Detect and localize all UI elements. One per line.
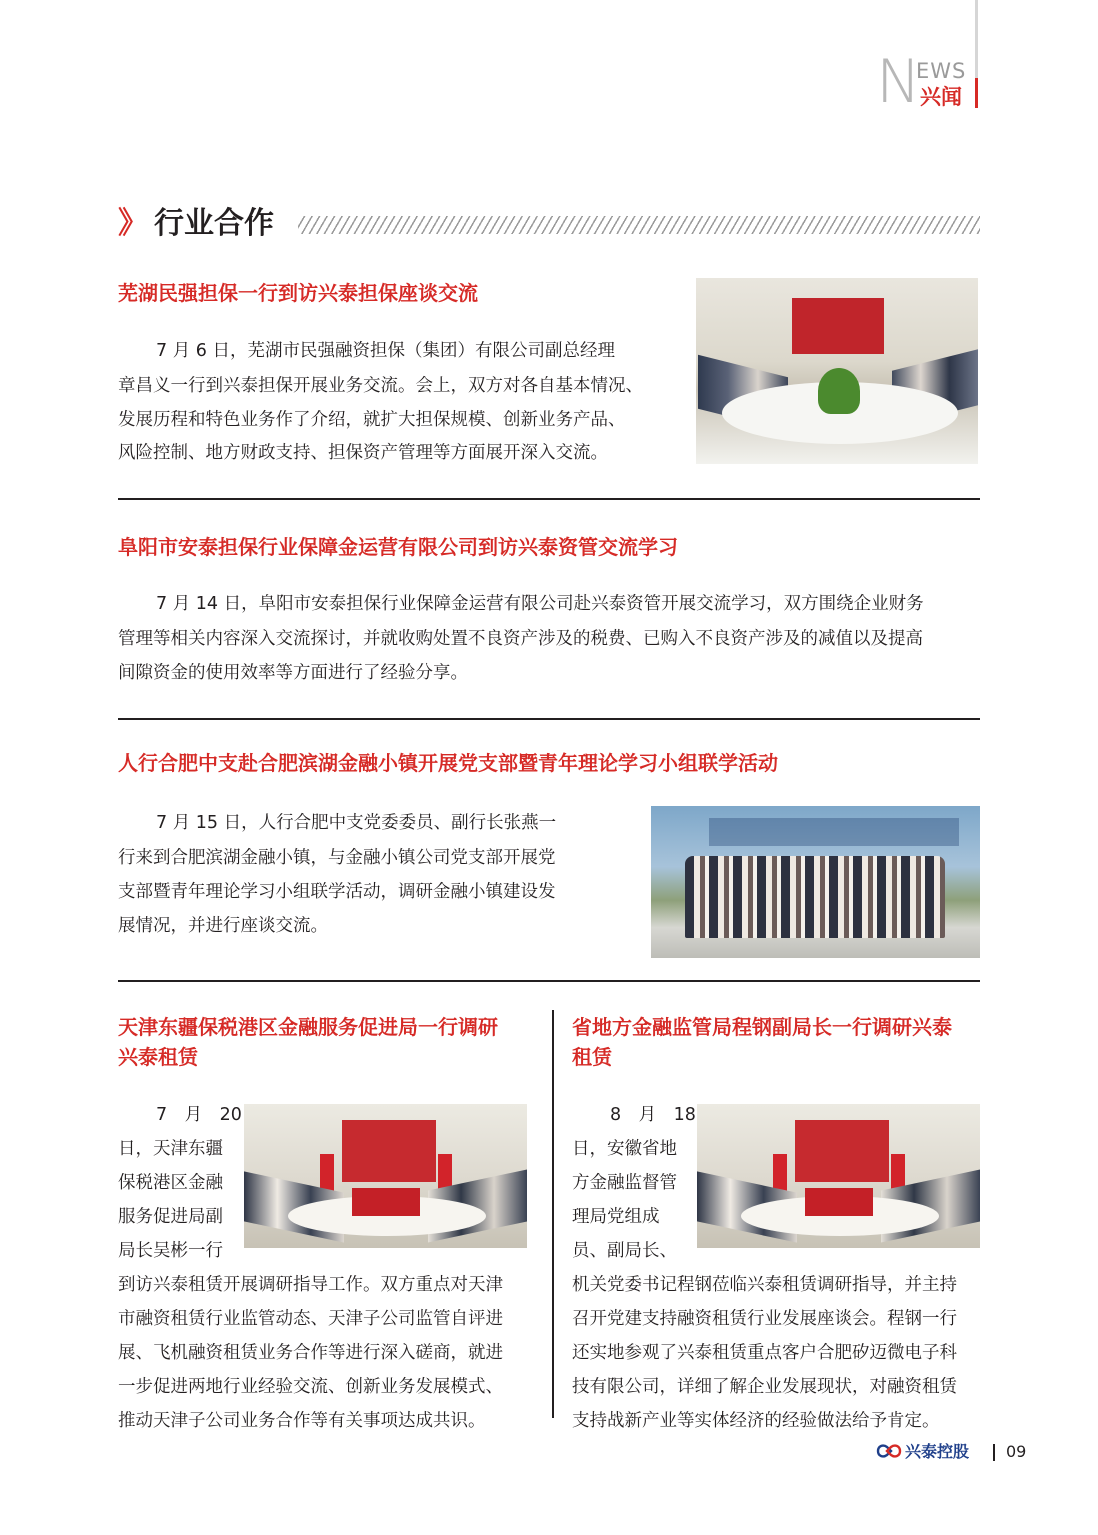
article-5-wide-line-1: 机关党委书记程钢莅临兴泰租赁调研指导，并主持 bbox=[572, 1275, 957, 1295]
article-4-wide-line-1: 到访兴泰租赁开展调研指导工作。双方重点对天津 bbox=[118, 1275, 503, 1295]
article-5-photo bbox=[697, 1104, 980, 1248]
article-5-narrow-line-4: 理局党组成 bbox=[572, 1207, 660, 1227]
article-5-wide-line-4: 技有限公司，详细了解企业发展现状，对融资租赁 bbox=[572, 1377, 957, 1397]
article-4-narrow-line-5: 局长吴彬一行 bbox=[118, 1241, 223, 1261]
article-2-line-3: 间隙资金的使用效率等方面进行了经验分享。 bbox=[118, 663, 468, 683]
article-2-line-2: 管理等相关内容深入交流探讨，并就收购处置不良资产涉及的税费、已购入不良资产涉及的减值以及提高 bbox=[118, 629, 923, 649]
news-logo-n: N bbox=[876, 47, 921, 117]
article-3-line-1: 7 月 15 日，人行合肥中支党委委员、副行长张燕一 bbox=[156, 813, 557, 833]
section-title-text: 行业合作 bbox=[154, 206, 274, 241]
article-5-wide-line-2: 召开党建支持融资租赁行业发展座谈会。程钢一行 bbox=[572, 1309, 957, 1329]
section-hatch-divider bbox=[298, 216, 980, 234]
article-4-photo bbox=[244, 1104, 527, 1248]
article-4-headline-line-2: 兴泰租赁 bbox=[118, 1045, 198, 1069]
footer-separator bbox=[993, 1444, 995, 1461]
article-5-headline-line-1: 省地方金融监管局程钢副局长一行调研兴泰 bbox=[572, 1015, 952, 1039]
chevron-icon: 》 bbox=[118, 206, 148, 241]
article-4-wide-line-2: 市融资租赁行业监管动态、天津子公司监管自评进 bbox=[118, 1309, 503, 1329]
article-3-line-4: 展情况，并进行座谈交流。 bbox=[118, 916, 328, 936]
article-5-headline-line-2: 租赁 bbox=[572, 1045, 612, 1069]
page-number: 09 bbox=[1006, 1442, 1027, 1461]
article-4-wide-line-5: 推动天津子公司业务合作等有关事项达成共识。 bbox=[118, 1411, 486, 1431]
article-4-narrow-line-1: 7 月 20 bbox=[156, 1105, 242, 1125]
article-3-headline: 人行合肥中支赴合肥滨湖金融小镇开展党支部暨青年理论学习小组联学活动 bbox=[118, 751, 778, 775]
article-5-narrow-line-5: 员、副局长、 bbox=[572, 1241, 677, 1261]
article-3-line-3: 支部暨青年理论学习小组联学活动，调研金融小镇建设发 bbox=[118, 882, 556, 902]
brand-name: 兴泰控股 bbox=[905, 1442, 970, 1461]
news-logo-ews: EWS bbox=[916, 59, 967, 83]
section-title bbox=[118, 206, 274, 242]
divider-3 bbox=[118, 980, 980, 982]
article-1-line-2: 章昌义一行到兴泰担保开展业务交流。会上，双方对各自基本情况、 bbox=[118, 376, 643, 396]
article-2-line-1: 7 月 14 日，阜阳市安泰担保行业保障金运营有限公司赴兴泰资管开展交流学习，双方围绕企业财务 bbox=[156, 594, 924, 614]
article-5-narrow-line-2: 日，安徽省地 bbox=[572, 1139, 677, 1159]
header-accent-bar bbox=[975, 78, 978, 108]
article-1-photo bbox=[696, 278, 978, 464]
article-1-line-1: 7 月 6 日，芜湖市民强融资担保（集团）有限公司副总经理 bbox=[156, 341, 615, 361]
divider-1 bbox=[118, 498, 980, 500]
article-5-wide-line-5: 支持战新产业等实体经济的经验做法给予肯定。 bbox=[572, 1411, 940, 1431]
article-4-headline-line-1: 天津东疆保税港区金融服务促进局一行调研 bbox=[118, 1015, 498, 1039]
article-3-photo bbox=[651, 806, 980, 958]
article-1-headline: 芜湖民强担保一行到访兴泰担保座谈交流 bbox=[118, 281, 478, 305]
article-5-narrow-line-1: 8 月 18 bbox=[610, 1105, 696, 1125]
news-logo-cn: 兴闻 bbox=[920, 85, 962, 109]
article-4-narrow-line-3: 保税港区金融 bbox=[118, 1173, 223, 1193]
article-4-narrow-line-2: 日，天津东疆 bbox=[118, 1139, 223, 1159]
article-4-wide-line-3: 展、飞机融资租赁业务合作等进行深入磋商，就进 bbox=[118, 1343, 503, 1363]
divider-2 bbox=[118, 718, 980, 720]
brand-logo-icon bbox=[876, 1443, 902, 1459]
article-1-line-4: 风险控制、地方财政支持、担保资产管理等方面展开深入交流。 bbox=[118, 443, 608, 463]
article-4-wide-line-4: 一步促进两地行业经验交流、创新业务发展模式、 bbox=[118, 1377, 503, 1397]
article-1-line-3: 发展历程和特色业务作了介绍，就扩大担保规模、创新业务产品、 bbox=[118, 410, 626, 430]
article-4-narrow-line-4: 服务促进局副 bbox=[118, 1207, 223, 1227]
article-2-headline: 阜阳市安泰担保行业保障金运营有限公司到访兴泰资管交流学习 bbox=[118, 535, 678, 559]
article-5-wide-line-3: 还实地参观了兴泰租赁重点客户合肥矽迈微电子科 bbox=[572, 1343, 957, 1363]
column-separator bbox=[552, 1010, 554, 1418]
article-3-line-2: 行来到合肥滨湖金融小镇，与金融小镇公司党支部开展党 bbox=[118, 848, 556, 868]
article-5-narrow-line-3: 方金融监督管 bbox=[572, 1173, 677, 1193]
